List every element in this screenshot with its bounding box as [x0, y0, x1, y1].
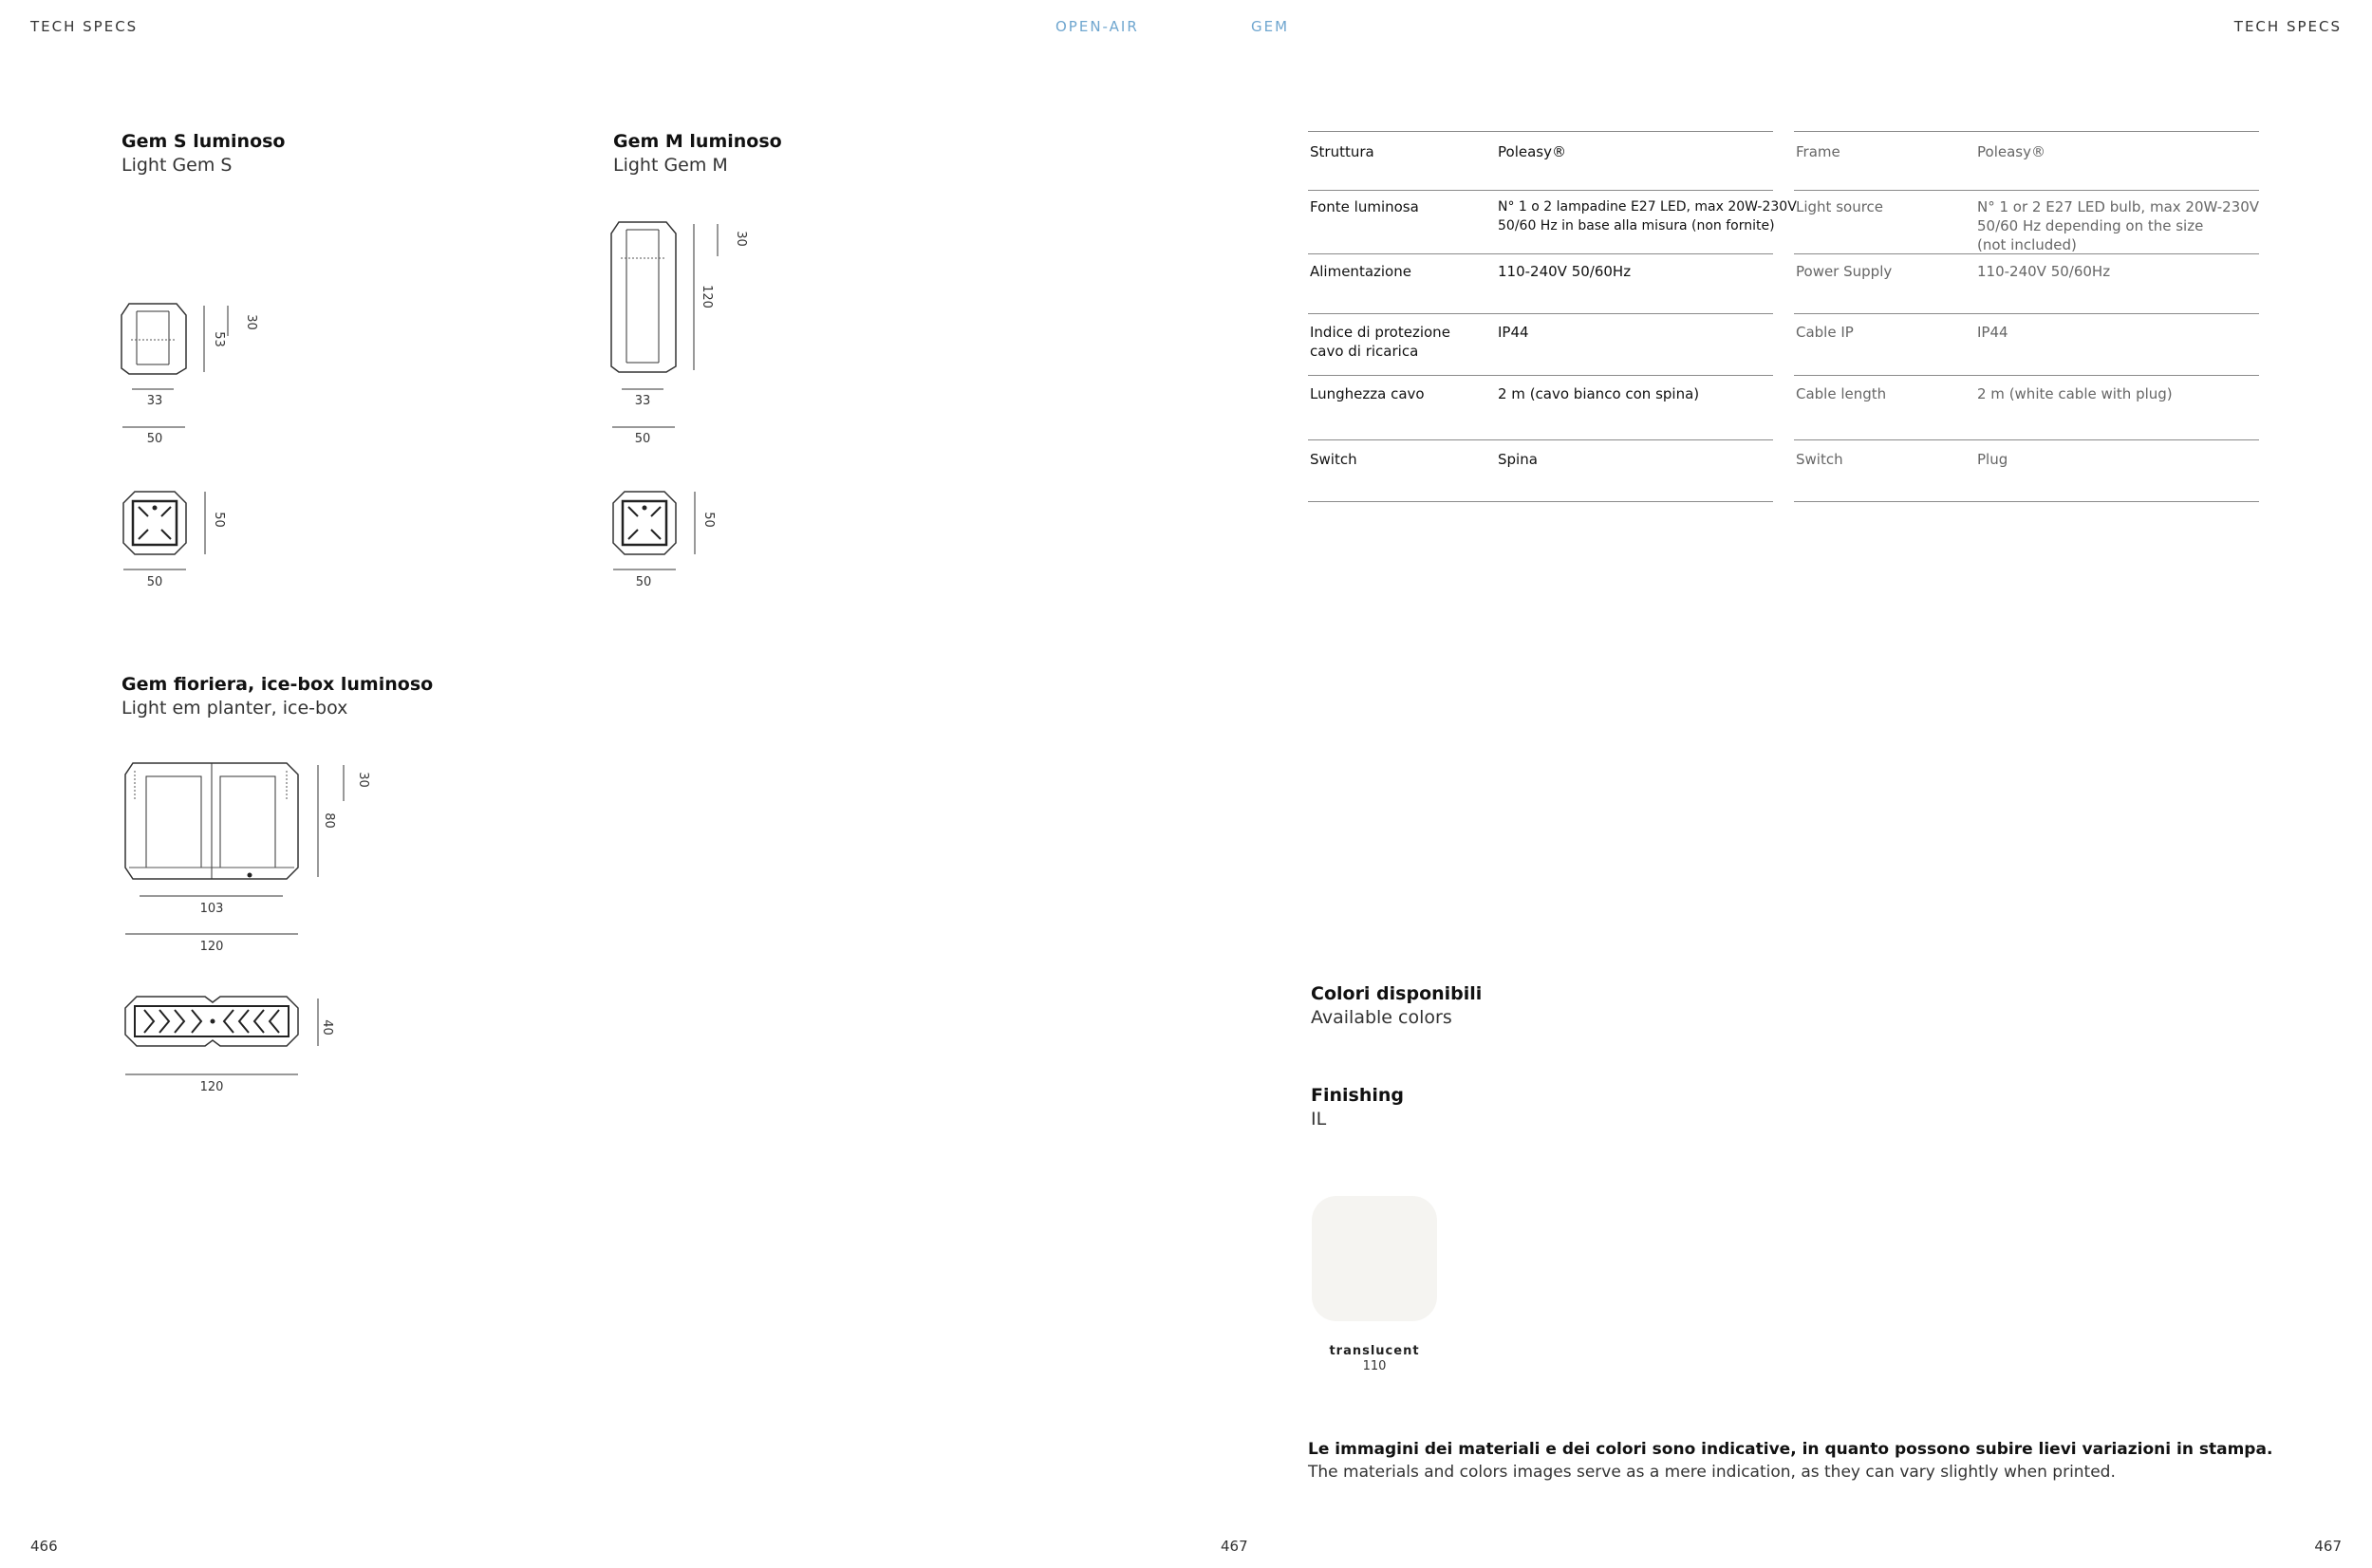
- swatch-name: translucent: [1329, 1344, 1420, 1358]
- spec-label: Struttura: [1310, 143, 1374, 160]
- gem-s-elevation-drawing: [120, 302, 262, 454]
- gem-m-plan-drawing: [611, 490, 725, 575]
- spec-label: Power Supply: [1796, 263, 1893, 280]
- spec-value: 2 m (white cable with plug): [1977, 385, 2173, 402]
- table-divider: [1308, 439, 1773, 440]
- product-subtitle: Light em planter, ice-box: [121, 698, 348, 719]
- dim-plan-side: 40: [319, 1019, 334, 1036]
- spec-label: Indice di protezione cavo di ricarica: [1310, 324, 1450, 360]
- spec-label: Light source: [1796, 198, 1884, 215]
- product-subtitle: Light Gem S: [121, 155, 233, 176]
- dim-height: 53: [211, 331, 226, 347]
- spec-value: 110-240V 50/60Hz: [1498, 263, 1632, 280]
- spec-label: Switch: [1310, 451, 1357, 468]
- page-number-left: 466: [30, 1538, 58, 1555]
- dim-inner: 33: [634, 394, 651, 408]
- table-divider: [1794, 190, 2259, 191]
- finishing-title: Finishing: [1311, 1085, 1405, 1106]
- header-category[interactable]: OPEN-AIR: [1055, 18, 1139, 35]
- dim-top: 30: [243, 314, 258, 330]
- dim-top: 30: [733, 231, 748, 247]
- planter-elevation-drawing: [123, 761, 380, 951]
- dim-inner: 103: [199, 902, 224, 916]
- dim-inner: 33: [146, 394, 163, 408]
- dim-width: 50: [634, 432, 651, 446]
- header-right: TECH SPECS: [2233, 18, 2342, 35]
- dim-plan-width: 120: [199, 1080, 224, 1094]
- dim-plan-side: 50: [211, 512, 226, 528]
- product-subtitle: Light Gem M: [613, 155, 728, 176]
- table-divider: [1794, 313, 2259, 314]
- table-divider: [1308, 190, 1773, 191]
- dim-plan-width: 50: [146, 575, 163, 589]
- table-divider: [1308, 253, 1773, 254]
- disclaimer-it: Le immagini dei materiali e dei colori sono indicative, in quanto possono subire lievi variazioni in stampa.: [1308, 1440, 2273, 1459]
- table-divider: [1308, 131, 1773, 132]
- disclaimer-en: The materials and colors images serve as a mere indication, as they can vary slightly when printed.: [1308, 1463, 2116, 1482]
- spec-value: IP44: [1977, 324, 2008, 341]
- colors-subtitle: Available colors: [1311, 1007, 1452, 1028]
- spec-value: N° 1 or 2 E27 LED bulb, max 20W-230V 50/60 Hz depending on the size (not included): [1977, 198, 2260, 253]
- header-left: TECH SPECS: [30, 18, 139, 35]
- dim-plan-width: 50: [635, 575, 652, 589]
- dim-width: 120: [199, 940, 224, 954]
- spec-value: Poleasy®: [1977, 143, 2045, 160]
- header-product[interactable]: GEM: [1251, 18, 1290, 35]
- dim-plan-side: 50: [700, 512, 716, 528]
- gem-m-elevation-drawing: [609, 220, 761, 448]
- spec-value: 110-240V 50/60Hz: [1977, 263, 2111, 280]
- dim-width: 50: [146, 432, 163, 446]
- spec-label: Fonte luminosa: [1310, 198, 1419, 215]
- spec-label: Cable IP: [1796, 324, 1854, 341]
- page-number-center: 467: [1221, 1538, 1248, 1555]
- spec-label: Lunghezza cavo: [1310, 385, 1425, 402]
- spec-value: IP44: [1498, 324, 1529, 341]
- table-divider: [1794, 439, 2259, 440]
- color-swatch[interactable]: [1312, 1196, 1437, 1321]
- spec-label: Switch: [1796, 451, 1843, 468]
- page-number-right: 467: [2314, 1538, 2342, 1555]
- product-title: Gem M luminoso: [613, 131, 782, 152]
- planter-plan-drawing: [123, 995, 351, 1080]
- gem-s-plan-drawing: [121, 490, 235, 575]
- table-divider: [1308, 501, 1773, 502]
- spec-value: Spina: [1498, 451, 1538, 468]
- table-divider: [1308, 313, 1773, 314]
- colors-title: Colori disponibili: [1311, 983, 1483, 1004]
- spec-label: Frame: [1796, 143, 1840, 160]
- spec-value: Plug: [1977, 451, 2008, 468]
- table-divider: [1794, 375, 2259, 376]
- spec-label: Cable length: [1796, 385, 1887, 402]
- product-title: Gem fioriera, ice-box luminoso: [121, 674, 434, 695]
- dim-top: 30: [355, 772, 370, 788]
- finishing-subtitle: IL: [1311, 1109, 1327, 1129]
- table-divider: [1794, 501, 2259, 502]
- spec-value: 2 m (cavo bianco con spina): [1498, 385, 1700, 402]
- spec-value: Poleasy®: [1498, 143, 1566, 160]
- product-title: Gem S luminoso: [121, 131, 286, 152]
- spec-label: Alimentazione: [1310, 263, 1411, 280]
- swatch-code: 110: [1362, 1359, 1387, 1373]
- spec-value: N° 1 o 2 lampadine E27 LED, max 20W-230V 50/60 Hz in base alla misura (non fornite): [1498, 199, 1797, 233]
- table-divider: [1308, 375, 1773, 376]
- dim-height: 120: [699, 285, 714, 308]
- table-divider: [1794, 131, 2259, 132]
- dim-height: 80: [321, 812, 336, 829]
